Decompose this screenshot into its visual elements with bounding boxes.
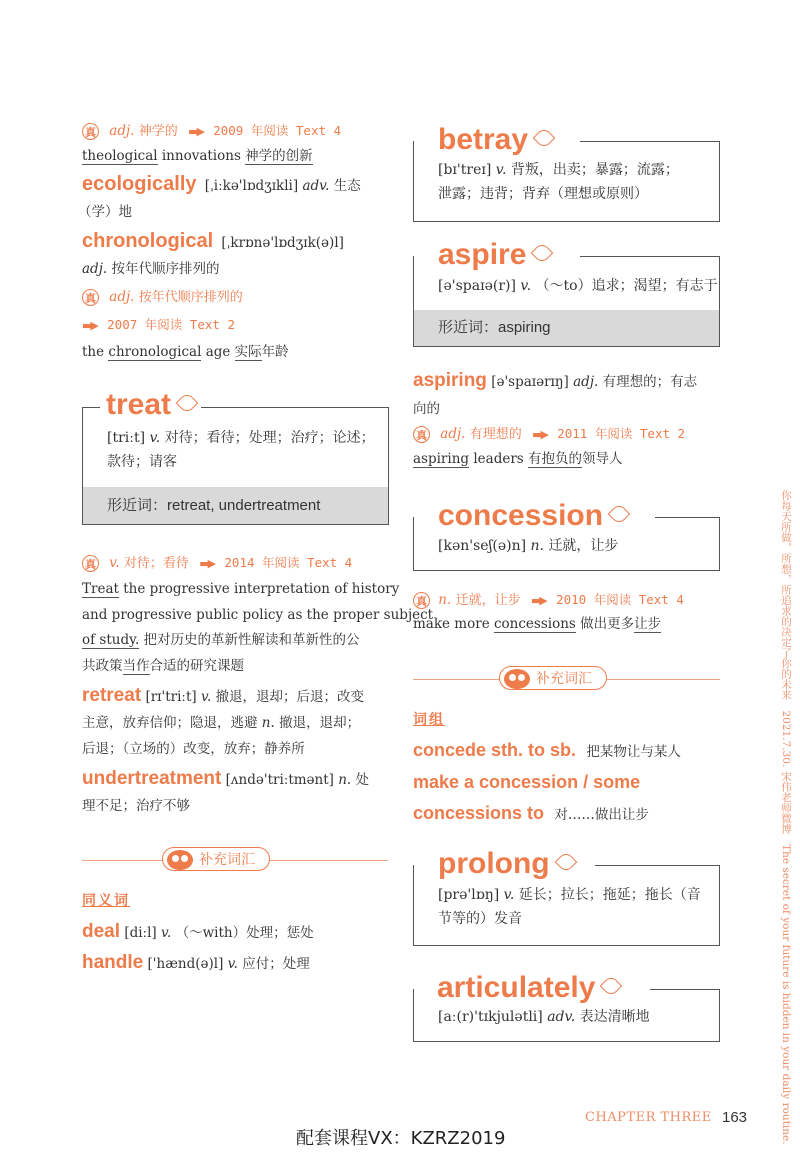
concession-box: [kən'seʃ(ə)n] n. 迁就，让步	[413, 517, 720, 571]
theological-example: theological innovations 神学的创新	[82, 148, 313, 164]
leaf-icon	[531, 242, 554, 265]
arrow-icon: ▬▶	[530, 594, 546, 607]
treat-sense: 真 v. 对待；看待 ▬▶ 2014 年阅读 Text 4	[82, 553, 352, 574]
treat-box: [triːt] v. 对待；看待；处理；治疗；论述； 款待；请客 形近词：retreat, undertreatment	[82, 407, 389, 525]
owl-icon	[167, 850, 193, 870]
entry-undertreatment: undertreatment [ʌndə'triːtmənt] n. 处 理不足；治疗不够	[82, 768, 370, 814]
phrase-tag: 词组	[413, 712, 445, 728]
prolong-box: [prə'lɒŋ] v. 延长；拉长；拖延；拖长（音 节等的）发音	[413, 865, 720, 946]
entry-retreat: retreat [rɪ'triːt] v. 撤退，退却；后退；改变 主意，放弃信仰；隐退，逃避 n. 撤退，退却； 后退；（立场的）改变，放弃；静养所	[82, 685, 365, 757]
entry-chronological: chronological [ˌkrɒnə'lɒdʒɪk(ə)l]	[82, 230, 344, 252]
arrow-icon: ▬▶	[532, 428, 547, 441]
concession-sense: 真 n. 迁就，让步 ▬▶ 2010 年阅读 Text 4	[413, 590, 684, 611]
leaf-icon	[176, 392, 199, 415]
ecologically-cont: （学）地	[78, 204, 132, 220]
aspiring-example: aspiring leaders 有抱负的领导人	[413, 451, 623, 467]
prolong-title: prolong	[432, 848, 580, 880]
leaf-icon	[600, 975, 623, 998]
betray-title: betray	[432, 124, 558, 156]
phrase-make-concession: make a concession / some	[413, 772, 641, 792]
aspiring-sense: 真 adj. 有理想的 ▬▶ 2011 年阅读 Text 2	[413, 424, 685, 445]
chapter-label: CHAPTER THREE	[585, 1110, 712, 1125]
articulately-title: articulately	[431, 972, 625, 1004]
arrow-icon: ▬▶	[188, 125, 203, 138]
theological-sense: 真 adj. 神学的 ▬▶ 2009 年阅读 Text 4	[82, 121, 341, 142]
owl-icon	[504, 669, 530, 689]
treat-title: treat	[100, 389, 201, 421]
page-number: 163	[722, 1109, 748, 1126]
treat-example: Treat the progressive interpretation of history and progressive public policy as the proper subject of study. 把对历史的革新性解读和革新性的公 共政策当作合适的研究课题	[82, 581, 434, 674]
phrase-concede: concede sth. to sb. 把某物让与某人	[413, 740, 681, 760]
articulately-box: [aː(r)'tɪkjulətli] adv. 表达清晰地	[413, 989, 720, 1042]
wechat-note: 配套课程VX：KZRZ2019	[296, 1128, 506, 1149]
similar-words: 形近词：aspiring	[414, 310, 719, 346]
supplement-header: 补充词汇	[82, 847, 388, 873]
entry-deal: deal [diːl] v. （～with）处理；惩处	[82, 921, 314, 942]
concession-title: concession	[432, 500, 633, 532]
entry-ecologically: ecologically [ˌiːkə'lɒdʒɪkli] adv. 生态	[82, 173, 361, 195]
chronological-source: ▬▶ 2007 年阅读 Text 2	[82, 317, 235, 332]
synonym-tag: 同义词	[82, 893, 130, 909]
leaf-icon	[608, 503, 631, 526]
betray-box: [bɪ'treɪ] v. 背叛，出卖；暴露；流露； 泄露；违背；背弃（理想或原则）	[413, 141, 720, 222]
concession-example: make more concessions 做出更多让步	[413, 616, 662, 632]
phrase-concessions-to: concessions to 对……做出让步	[413, 803, 649, 823]
arrow-icon: ▬▶	[82, 319, 97, 332]
leaf-icon	[554, 851, 577, 874]
entry-handle: handle ['hænd(ə)l] v. 应付；处理	[82, 952, 310, 973]
aspire-title: aspire	[432, 239, 556, 271]
similar-words: 形近词：retreat, undertreatment	[83, 487, 388, 524]
chronological-example: the chronological age 实际年龄	[82, 344, 289, 360]
supplement-header: 补充词汇	[413, 666, 720, 692]
side-note: 你每天所做，所想，所追求的决定了你的未来 2021.7.30. 宋伟老师微博 The secret of your future is hidden in your daily routine.	[780, 490, 792, 1145]
chronological-sense: 真 adj. 按年代顺序排列的	[82, 287, 243, 308]
arrow-icon: ▬▶	[199, 557, 215, 570]
zhen-badge: 真	[82, 123, 99, 140]
entry-aspiring: aspiring [ə'spaɪərɪŋ] adj. 有理想的；有志 向的	[413, 370, 698, 417]
chronological-def: adj. 按年代顺序排列的	[82, 261, 220, 277]
aspire-box: [ə'spaɪə(r)] v. （～to）追求；渴望；有志于 形近词：aspiring	[413, 256, 720, 347]
leaf-icon	[533, 127, 556, 150]
